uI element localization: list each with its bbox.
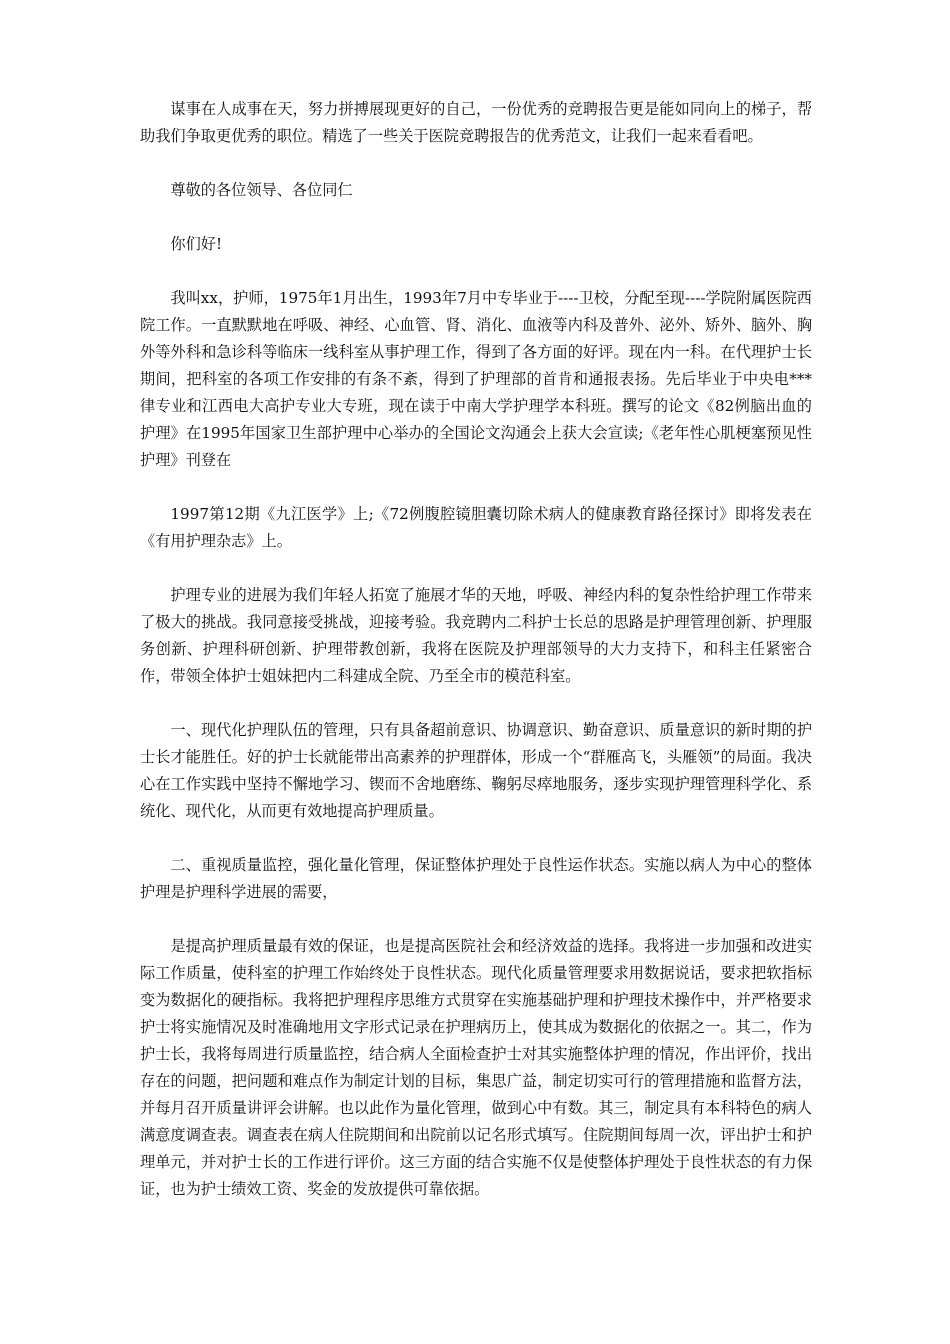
quality-control-paragraph: 是提高护理质量最有效的保证，也是提高医院社会和经济效益的选择。我将进一步加强和改进实际工作质量，使科室的护理工作始终处于良性状态。现代化质量管理要求用数据说话，要求把软指标变为数据化的硬指标。我将把护理程序思维方式贯穿在实施基础护理和护理技术操作中，并严格要求护士将实施情况及时准确地用文字形式记录在护理病历上，使其成为数据化的依据之一。其二，作为护士长，我将每周进行质量监控，结合病人全面检查护士对其实施整体护理的情况，作出评价，找出存在的问题，把问题和难点作为制定计划的目标，集思广益，制定切实可行的管理措施和监督方法，并每月召开质量讲评会讲解。也以此作为量化管理，做到心中有数。其三，制定具有本科特色的病人满意度调查表。调查表在病人住院期间和出院前以记名形式填写。住院期间每周一次，评出护士和护理单元，并对护士长的工作进行评价。这三方面的结合实施不仅是使整体护理处于良性状态的有力保证，也为护士绩效工资、奖金的发放提供可靠依据。 <box>140 937 812 1198</box>
point-two-paragraph: 二、重视质量监控，强化量化管理，保证整体护理处于良性运作状态。实施以病人为中心的整体护理是护理科学进展的需要， <box>140 856 812 901</box>
publication-paragraph: 1997第12期《九江医学》上;《72例腹腔镜胆囊切除术病人的健康教育路径探讨》即将发表在《有用护理杂志》上。 <box>140 505 812 550</box>
career-plan-paragraph: 护理专业的进展为我们年轻人拓宽了施展才华的天地，呼吸、神经内科的复杂性给护理工作带来了极大的挑战。我同意接受挑战，迎接考验。我竞聘内二科护士长总的思路是护理管理创新、护理服务创新、护理科研创新、护理带教创新，我将在医院及护理部领导的大力支持下，和科主任紧密合作，带领全体护士姐妹把内二科建成全院、乃至全市的模范科室。 <box>140 586 812 685</box>
salutation: 尊敬的各位领导、各位同仁 <box>170 181 353 199</box>
self-introduction-paragraph: 我叫xx，护师，1975年1月出生，1993年7月中专毕业于----卫校，分配至现----学院附属医院西院工作。一直默默地在呼吸、神经、心血管、肾、消化、血液等内科及普外、泌外、矫外、脑外、胸外等外科和急诊科等临床一线科室从事护理工作，得到了各方面的好评。现在内一科。在代理护士长期间，把科室的各项工作安排的有条不紊，得到了护理部的首肯和通报表扬。先后毕业于中央电***律专业和江西电大高护专业大专班，现在读于中南大学护理学本科班。撰写的论文《82例脑出血的护理》在1995年国家卫生部护理中心举办的全国论文沟通会上获大会宣读;《老年性心肌梗塞预见性护理》刊登在 <box>140 289 812 469</box>
intro-paragraph: 谋事在人成事在天，努力拼搏展现更好的自己，一份优秀的竞聘报告更是能如同向上的梯子，帮助我们争取更优秀的职位。精选了一些关于医院竞聘报告的优秀范文，让我们一起来看看吧。 <box>140 100 812 145</box>
document-page <box>140 96 812 1230</box>
point-one-paragraph: 一、现代化护理队伍的管理，只有具备超前意识、协调意识、勤奋意识、质量意识的新时期的护士长才能胜任。好的护士长就能带出高素养的护理群体，形成一个“群雁高飞，头雁领”的局面。我决心在工作实践中坚持不懈地学习、锲而不舍地磨练、鞠躬尽瘁地服务，逐步实现护理管理科学化、系统化、现代化，从而更有效地提高护理质量。 <box>140 721 812 820</box>
greeting: 你们好! <box>170 235 223 253</box>
